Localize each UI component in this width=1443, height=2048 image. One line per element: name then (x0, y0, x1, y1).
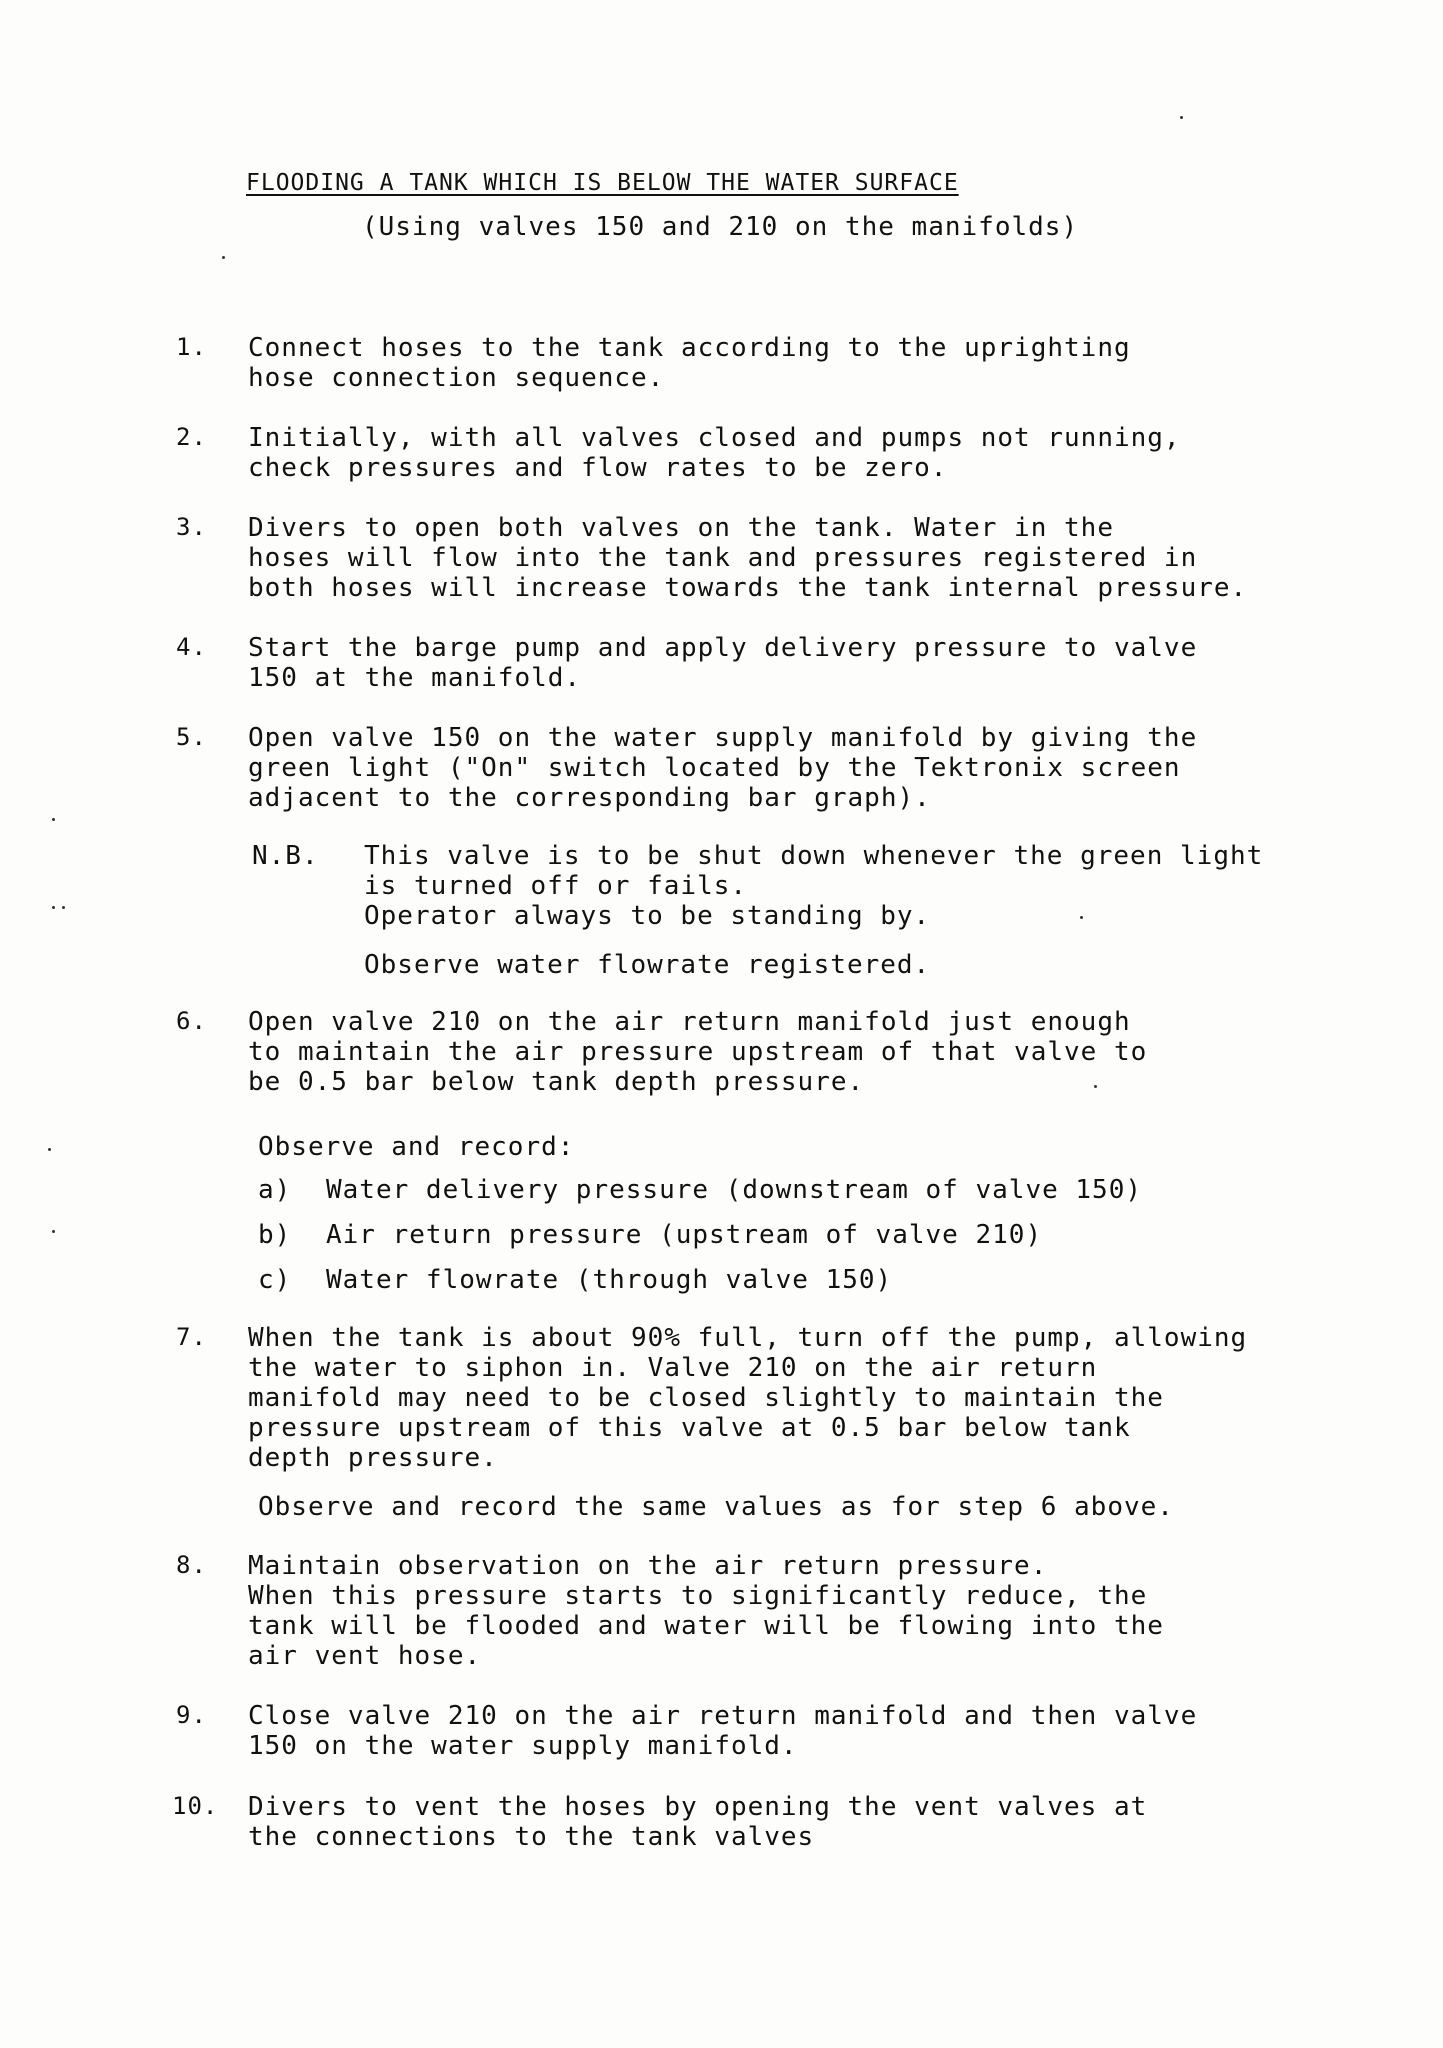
nb-line: Operator always to be standing by. (364, 901, 931, 931)
step-text (248, 1007, 1358, 1097)
nb-label: N.B. (252, 841, 319, 871)
step-line: Close valve 210 on the air return manifold and then valve (248, 1701, 1198, 1731)
step-line: to maintain the air pressure upstream of that valve to (248, 1037, 1148, 1067)
step-line: Maintain observation on the air return pressure. (248, 1551, 1048, 1581)
step-line: When this pressure starts to significantly reduce, the (248, 1581, 1148, 1611)
step-text (248, 1323, 1358, 1473)
step-number: 10. (172, 1792, 219, 1820)
step-number: 1. (176, 333, 207, 361)
step-line: the water to siphon in. Valve 210 on the air return (248, 1353, 1098, 1383)
step-text (248, 423, 1358, 483)
observe-item-text: Water delivery pressure (downstream of valve 150) (326, 1175, 1143, 1205)
nb-line: This valve is to be shut down whenever the green light (364, 841, 1264, 871)
nb-text (364, 841, 1263, 931)
step-line: Open valve 210 on the air return manifold just enough (248, 1007, 1131, 1037)
step-line: manifold may need to be closed slightly to maintain the (248, 1383, 1164, 1413)
step-line: 150 at the manifold. (248, 663, 582, 693)
step-text (248, 333, 1358, 393)
observe-item-a (258, 1175, 1142, 1205)
scan-speck (52, 818, 55, 821)
scan-speck (48, 1148, 51, 1151)
step-line: the connections to the tank valves (248, 1822, 815, 1852)
observe-item-c (258, 1265, 892, 1295)
step-line: Open valve 150 on the water supply manifold by giving the (248, 723, 1198, 753)
observe-item-label: a) (258, 1175, 292, 1205)
step-number: 2. (176, 423, 207, 451)
step-line: adjacent to the corresponding bar graph). (248, 783, 931, 813)
observe-item-b (258, 1220, 1042, 1250)
scan-speck (1080, 916, 1083, 919)
document-subtitle: (Using valves 150 and 210 on the manifolds) (362, 212, 1079, 242)
step-number: 3. (176, 513, 207, 541)
step-number: 5. (176, 723, 207, 751)
step-text (248, 1701, 1358, 1761)
step-line: be 0.5 bar below tank depth pressure. (248, 1067, 865, 1097)
scan-speck (222, 256, 225, 259)
observe-record-heading: Observe and record: (258, 1132, 575, 1162)
step-line: Initially, with all valves closed and pumps not running, (248, 423, 1181, 453)
scan-speck (52, 1230, 55, 1233)
document-title: FLOODING A TANK WHICH IS BELOW THE WATER SURFACE (246, 170, 959, 196)
nb-line: is turned off or fails. (364, 871, 748, 901)
scan-speck (62, 906, 65, 909)
step-number: 6. (176, 1007, 207, 1035)
step-line: depth pressure. (248, 1443, 498, 1473)
step-text (248, 1792, 1358, 1852)
step-line: both hoses will increase towards the tank internal pressure. (248, 573, 1248, 603)
step-number: 4. (176, 633, 207, 661)
observe-item-text: Water flowrate (through valve 150) (326, 1265, 893, 1295)
observe-item-label: c) (258, 1265, 292, 1295)
step-line: hose connection sequence. (248, 363, 665, 393)
step-number: 7. (176, 1323, 207, 1351)
observe-item-text: Air return pressure (upstream of valve 210) (326, 1220, 1043, 1250)
scan-speck (52, 906, 55, 909)
step-text (248, 723, 1358, 813)
step-line: check pressures and flow rates to be zero. (248, 453, 948, 483)
step-line: 150 on the water supply manifold. (248, 1731, 798, 1761)
nb-observe-text: Observe water flowrate registered. (364, 950, 931, 980)
step-line: Start the barge pump and apply delivery pressure to valve (248, 633, 1198, 663)
step-line: When the tank is about 90% full, turn off the pump, allowing (248, 1323, 1248, 1353)
step-line: hoses will flow into the tank and pressures registered in (248, 543, 1198, 573)
step-text (248, 633, 1358, 693)
observe-item-label: b) (258, 1220, 292, 1250)
step-7-observe: Observe and record the same values as for step 6 above. (258, 1492, 1174, 1522)
scan-speck (1180, 116, 1183, 119)
step-line: green light ("On" switch located by the Tektronix screen (248, 753, 1181, 783)
step-text (248, 1551, 1358, 1671)
step-text (248, 513, 1358, 603)
step-line: air vent hose. (248, 1641, 482, 1671)
step-number: 9. (176, 1701, 207, 1729)
step-line: Connect hoses to the tank according to the uprighting (248, 333, 1131, 363)
step-line: tank will be flooded and water will be flowing into the (248, 1611, 1164, 1641)
step-line: Divers to vent the hoses by opening the vent valves at (248, 1792, 1148, 1822)
scan-speck (1094, 1085, 1097, 1088)
step-line: Divers to open both valves on the tank. Water in the (248, 513, 1114, 543)
step-line: pressure upstream of this valve at 0.5 bar below tank (248, 1413, 1131, 1443)
step-number: 8. (176, 1551, 207, 1579)
